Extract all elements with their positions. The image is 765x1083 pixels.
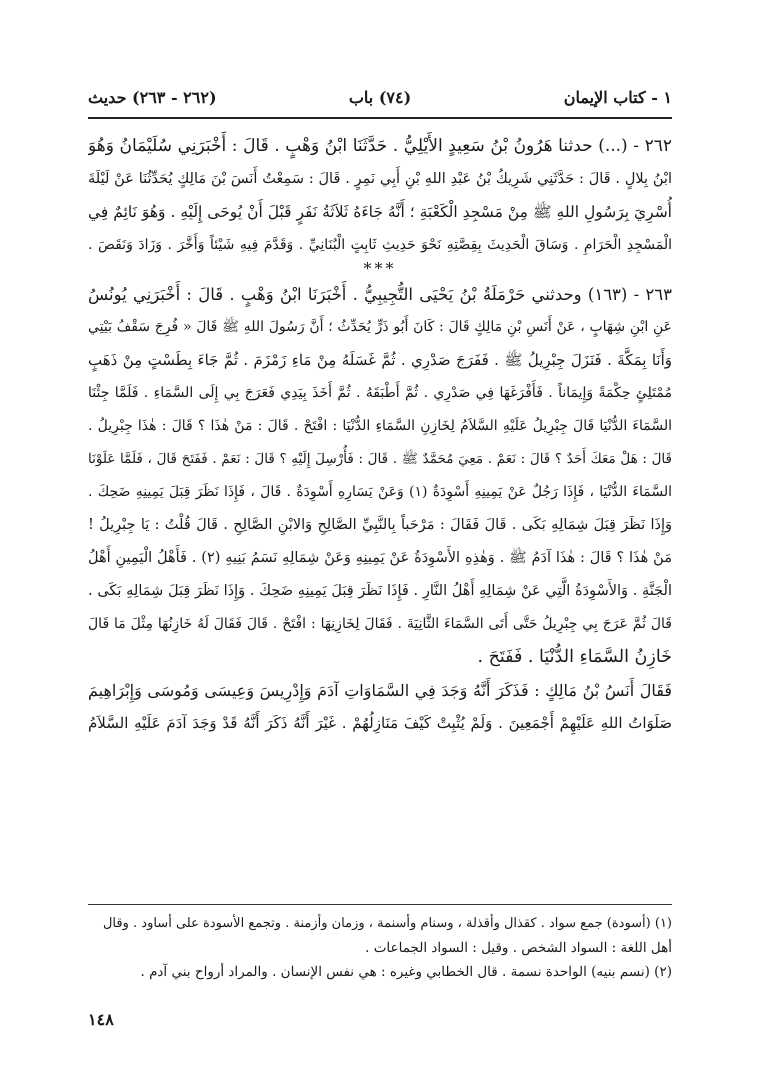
text-line: قَالَ ثُمَّ عَرَجَ بِي جِبْرِيلُ حَتَّى أَتَى السَّمَاءَ الثَّانِيَةَ . فَقَالَ لِخَازِنِهَا : افْتَحْ . قَالَ فَقَالَ لَهُ خَازِنُهَا مِثْلَ مَا قَالَ bbox=[88, 616, 672, 632]
footnote-line: (١) (أسودة) جمع سواد . كقذال وأقذلة ، وسنام وأسنمة ، وزمان وأزمنة . وتجمع الأسودة على أساود . وقال bbox=[102, 916, 672, 931]
text-line: عَنِ ابْنِ شِهَابٍ ، عَنْ أَنَسِ بْنِ مَالِكٍ قَالَ : كَانَ أَبُو ذَرٍّ يُحَدِّثُ ؛ أَنَّ رَسُولَ اللهِ ﷺ قَالَ « فُرِجَ سَقْفُ بَيْتِي bbox=[88, 319, 672, 335]
footnotes bbox=[88, 912, 672, 984]
text-line: فَقَالَ أَنَسُ بْنُ مَالِكٍ : فَذَكَرَ أَنَّهُ وَجَدَ فِي السَّمَاوَاتِ آدَمَ وَإِدْرِيسَ وَعِيسَى وَمُوسَى وَإِبْرَاهِيمَ bbox=[88, 681, 672, 700]
text-line: ٢٦٣ - (١٦٣) وحدثني حَرْمَلَةُ بْنُ يَحْيَى التُّجِيبِيُّ . أَخْبَرَنَا ابْنُ وَهْبٍ . قَالَ : أَخْبَرَنِي يُونُسُ bbox=[88, 285, 672, 304]
text-line: ٢٦٢ - (...) حدثنا هَرُونُ بْنُ سَعِيدٍ الأَيْلِيُّ . حَدَّثَنَا ابْنُ وَهْبٍ . قَالَ : أَخْبَرَنِي سُلَيْمَانُ وَهُوَ bbox=[88, 136, 672, 156]
text-line: وَإِذَا نَظَرَ قِبَلَ شِمَالِهِ بَكَى . قَالَ فَقَالَ : مَرْحَباً بِالنَّبِيِّ الصَّالِحِ وَالابْنِ الصَّالِحِ . قَالَ قُلْتُ : يَا جِبْرِيلُ ! bbox=[88, 517, 672, 533]
running-header bbox=[88, 84, 672, 114]
text-line: الْمَسْجِدِ الْحَرَامِ . وَسَاقَ الْحَدِيثَ بِقِصَّتِهِ نَحْوَ حَدِيثِ ثَابِتٍ الْبُنَانِيِّ . وَقَدَّمَ فِيهِ شَيْئاً وَأَخَّرَ . وَزَادَ وَنَقَصَ . bbox=[88, 237, 672, 253]
page-number: ١٤٨ bbox=[88, 1010, 114, 1029]
footnote-divider bbox=[88, 904, 672, 905]
text-line: صَلَوَاتُ اللهِ عَلَيْهِمْ أَجْمَعِينَ . وَلَمْ يُثْبِتْ كَيْفَ مَنَازِلُهُمْ . غَيْرَ أَنَّهُ ذَكَرَ أَنَّهُ قَدْ وَجَدَ آدَمَ عَلَيْهِ السَّلاَمُ bbox=[88, 714, 672, 732]
header-chapter: (٧٤) باب bbox=[348, 88, 412, 107]
footnote-line: أهل اللغة : السواد الشخص . وقيل : السواد الجماعات . bbox=[365, 940, 672, 956]
main-text bbox=[88, 130, 672, 740]
text-line: خَازِنُ السَّمَاءِ الدُّنْيَا . فَفَتَحَ . bbox=[477, 647, 672, 667]
text-line: ابْنُ بِلالٍ . قَالَ : حَدَّثَنِي شَرِيكُ بْنُ عَبْدِ اللهِ بْنِ أَبِي نَمِرٍ . قَالَ : سَمِعْتُ أَنَسَ بْنَ مَالِكٍ يُحَدِّثُنَا عَنْ لَيْلَةَ bbox=[88, 171, 672, 187]
text-line: قَالَ : هَلْ مَعَكَ أَحَدٌ ؟ قَالَ : نَعَمْ . مَعِيَ مُحَمَّدٌ ﷺ . قَالَ : فَأُرْسِلَ إِلَيْهِ ؟ قَالَ : نَعَمْ . فَفَتَحَ قَالَ ، فَلَمَّا عَلَوْنَا bbox=[88, 451, 672, 467]
text-line: أُسْرِيَ بِرَسُولِ اللهِ ﷺ مِنْ مَسْجِدِ الْكَعْبَةِ ؛ أَنَّهُ جَاءَهُ ثَلاَثَةُ نَفَرٍ قَبْلَ أَنْ يُوحَى إِلَيْهِ . وَهُوَ نَائِمٌ فِي bbox=[88, 203, 672, 221]
header-book-title: ١ - كتاب الإيمان bbox=[563, 88, 672, 107]
text-line: مَنْ هٰذَا ؟ قَالَ : هٰذَا آدَمُ ﷺ . وَهٰذِهِ الأَسْوِدَةُ عَنْ يَمِينِهِ وَعَنْ شِمَالِهِ نَسَمُ بَنِيهِ (٢) . فَأَهْلُ الْيَمِينِ أَهْلُ bbox=[88, 550, 672, 566]
text-line: السَّمَاءَ الدُّنْيَا ، فَإِذَا رَجُلٌ عَنْ يَمِينِهِ أَسْوِدَةٌ (١) وَعَنْ يَسَارِهِ أَسْوِدَةٌ . قَالَ ، فَإِذَا نَظَرَ قِبَلَ يَمِينِهِ ضَحِكَ . bbox=[88, 484, 672, 500]
footnote-line: (٢) (نسم بنيه) الواحدة نسمة . قال الخطابي وغيره : هي نفس الإنسان . والمراد أرواح بني آدم . bbox=[140, 964, 672, 980]
header-divider bbox=[88, 117, 672, 119]
text-line: السَّمَاءَ الدُّنْيَا قَالَ جِبْرِيلُ عَلَيْهِ السَّلاَمُ لِخَازِنِ السَّمَاءِ الدُّنْيَا : افْتَحْ . قَالَ : مَنْ هٰذَا ؟ قَالَ : هٰذَا جِبْرِيلُ . bbox=[88, 418, 672, 434]
text-line: الْجَنَّةِ . وَالأَسْوِدَةُ الَّتِي عَنْ شِمَالِهِ أَهْلُ النَّارِ . فَإِذَا نَظَرَ قِبَلَ يَمِينِهِ ضَحِكَ . وَإِذَا نَظَرَ قِبَلَ شِمَالِهِ بَكَى . bbox=[88, 583, 672, 599]
text-line: مُمْتَلِئٍ حِكْمَةً وَإِيمَاناً . فَأَفْرَغَهَا فِي صَدْرِي . ثُمَّ أَطْبَقَهُ . ثُمَّ أَخَذَ بِيَدِي فَعَرَجَ بِي إِلَى السَّمَاءِ . فَلَمَّا جِئْنَا bbox=[88, 385, 672, 401]
header-hadith-range: (٢٦٢ - ٢٦٣) حديث bbox=[88, 88, 217, 107]
text-line: وَأَنَا بِمَكَّةَ . فَنَزَلَ جِبْرِيلُ ﷺ . فَفَرَجَ صَدْرِي . ثُمَّ غَسَلَهُ مِنْ مَاءِ زَمْزَمَ . ثُمَّ جَاءَ بِطَسْتٍ مِنْ ذَهَبٍ bbox=[88, 351, 672, 369]
section-separator: *** bbox=[363, 262, 397, 278]
